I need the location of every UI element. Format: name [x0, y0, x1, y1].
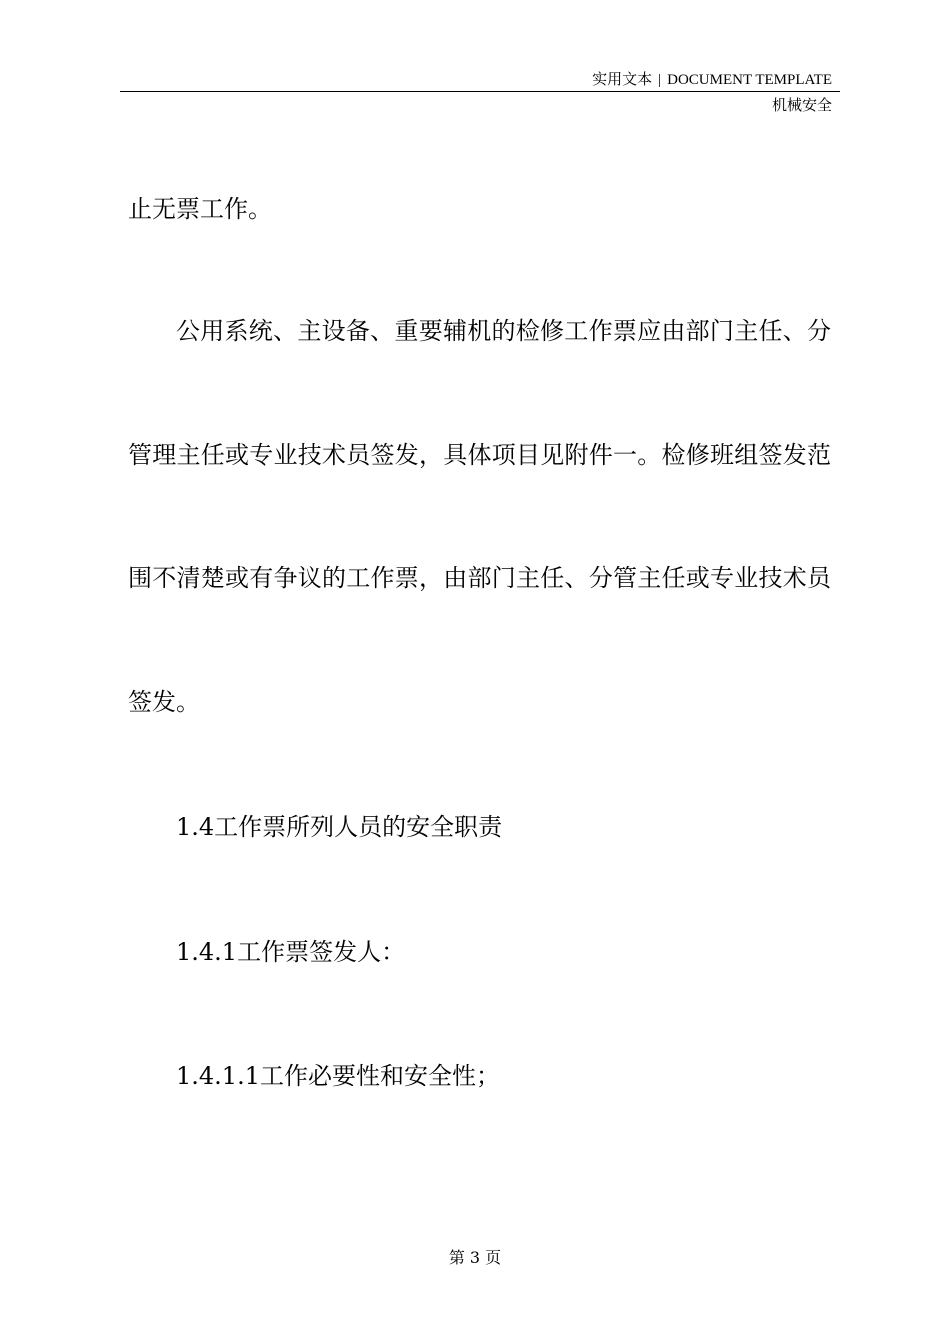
- header-category: 机械安全: [771, 96, 832, 114]
- header-label-cn: 实用文本: [592, 72, 653, 88]
- subsection-heading: 1.4.1工作票签发人：: [176, 938, 406, 966]
- body-line: 止无票工作。: [128, 195, 272, 223]
- body-line: 签发。: [128, 688, 200, 716]
- header-label-en: DOCUMENT TEMPLATE: [667, 72, 832, 88]
- page-number: 第 3 页: [448, 1248, 502, 1267]
- body-line: 公用系统、主设备、重要辅机的检修工作票应由部门主任、分: [176, 317, 831, 345]
- body-line: 管理主任或专业技术员签发，具体项目见附件一。检修班组签发范: [128, 441, 831, 469]
- body-line: 围不清楚或有争议的工作票，由部门主任、分管主任或专业技术员: [128, 564, 831, 592]
- section-heading: 1.4工作票所列人员的安全职责: [176, 813, 503, 841]
- list-item: 1.4.1.1工作必要性和安全性；: [176, 1062, 500, 1090]
- header-separator: |: [658, 72, 662, 88]
